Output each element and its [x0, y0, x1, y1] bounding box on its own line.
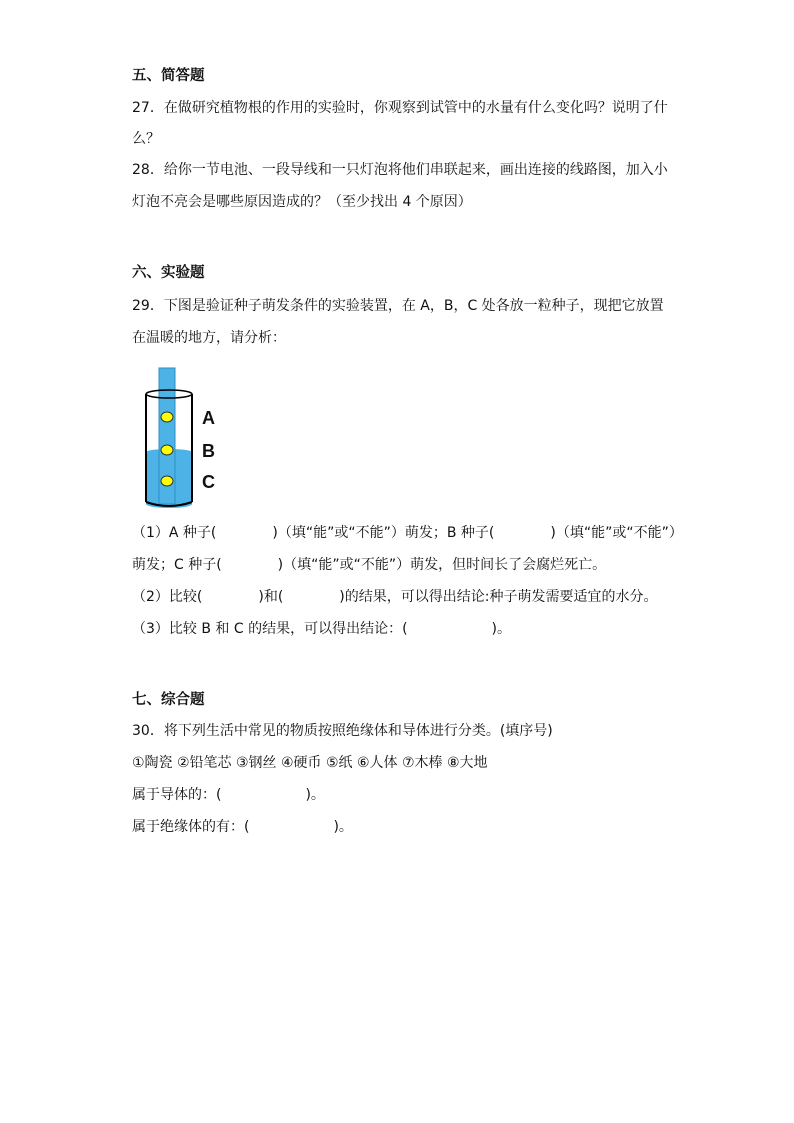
- test-tube-diagram: [138, 364, 238, 510]
- seed-germination-test-tube-figure: [138, 364, 238, 510]
- question-29-line-2: 在温暖的地方，请分析：: [132, 330, 286, 346]
- seed-c: [161, 476, 173, 486]
- question-29-part-3: （3）比较 B 和 C 的结果，可以得出结论：( )。: [132, 621, 512, 637]
- question-30-options: ①陶瓷 ②铅笔芯 ③钢丝 ④硬币 ⑤纸 ⑥人体 ⑦木棒 ⑧大地: [132, 755, 488, 771]
- label-a: A: [202, 408, 215, 428]
- question-29-part-1-line-2: 萌发；C 种子( )（填“能”或“不能”）萌发，但时间长了会腐烂死亡。: [132, 557, 607, 573]
- label-c: C: [202, 472, 215, 492]
- label-b: B: [202, 441, 215, 461]
- section-heading-short-answer: 五、简答题: [132, 68, 205, 84]
- question-27-line-2: 么？: [132, 131, 160, 147]
- question-29-part-1-line-1: （1）A 种子( )（填“能”或“不能”）萌发；B 种子( )（填“能”或“不能”）: [132, 525, 683, 541]
- question-30-line-1: 30．将下列生活中常见的物质按照绝缘体和导体进行分类。(填序号): [132, 723, 553, 739]
- question-28-line-1: 28．给你一节电池、一段导线和一只灯泡将他们串联起来，画出连接的线路图，加入小: [132, 162, 668, 178]
- seed-b: [161, 445, 173, 455]
- question-29-line-1: 29．下图是验证种子萌发条件的实验装置，在 A，B，C 处各放一粒种子，现把它放置: [132, 298, 664, 314]
- question-30-insulator-answer: 属于绝缘体的有：( )。: [132, 819, 353, 835]
- section-heading-comprehensive: 七、综合题: [132, 692, 205, 708]
- seed-a: [161, 412, 173, 422]
- question-30-conductor-answer: 属于导体的：( )。: [132, 787, 325, 803]
- question-28-line-2: 灯泡不亮会是哪些原因造成的？（至少找出 4 个原因）: [132, 194, 472, 210]
- section-heading-experiment: 六、实验题: [132, 265, 205, 281]
- question-29-part-2: （2）比较( )和( )的结果，可以得出结论:种子萌发需要适宜的水分。: [132, 589, 658, 605]
- question-27-line-1: 27．在做研究植物根的作用的实验时，你观察到试管中的水量有什么变化吗？说明了什: [132, 100, 668, 116]
